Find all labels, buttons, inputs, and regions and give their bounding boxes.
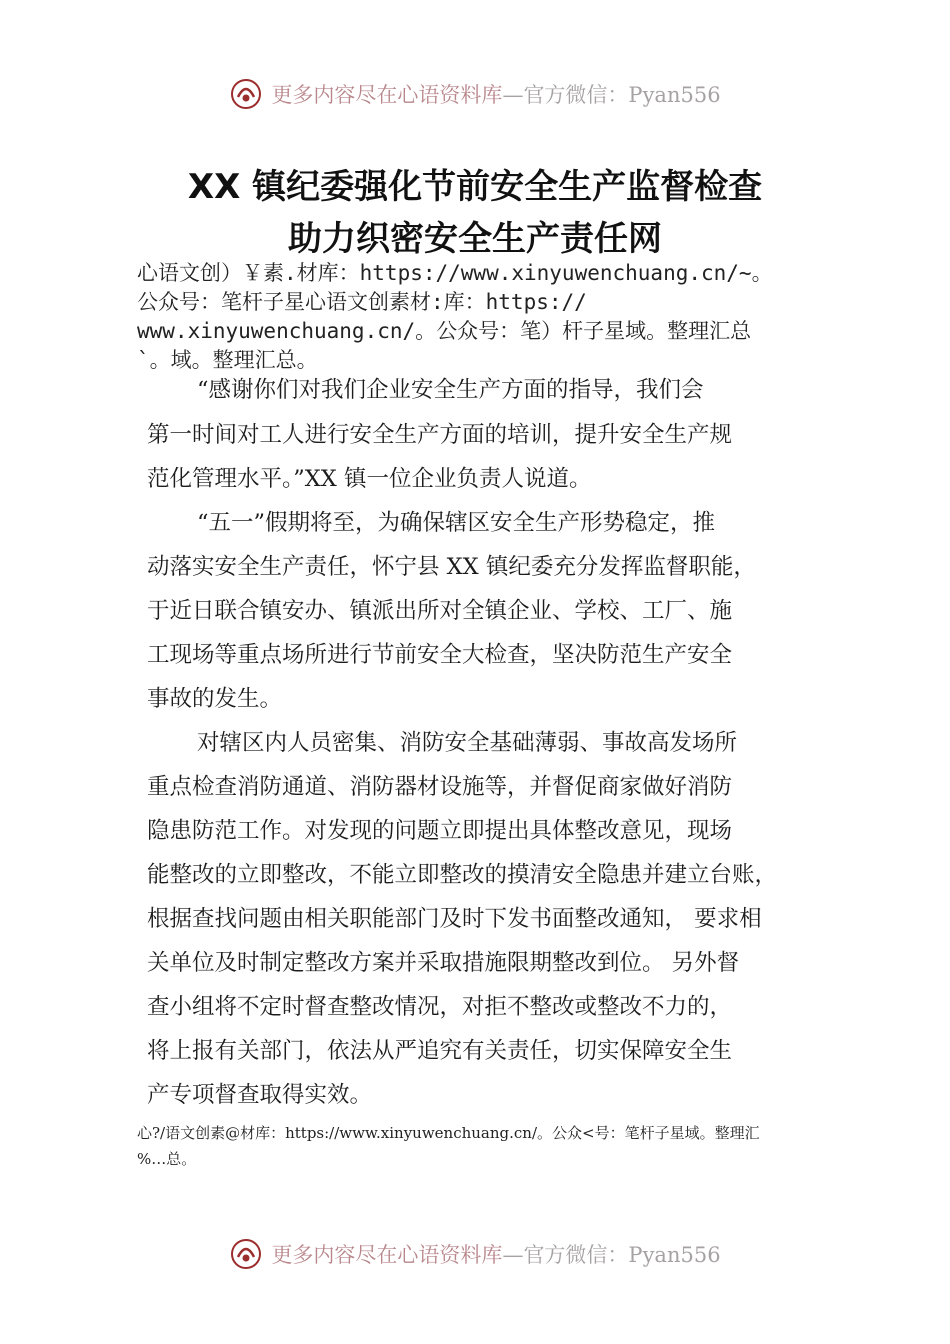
paragraph-line: 对辖区内人员密集、消防安全基础薄弱、事故高发场所 [197,730,738,756]
paragraph-line: 根据查找问题由相关职能部门及时下发书面整改通知， 要求相 [147,906,762,932]
footnote-watermark-line: 心?/语文创素@材库：https://www.xinyuwenchuang.cn/。公众<号：笔杆子星域。整理汇 [137,1124,760,1142]
banner-accent-text: 更多内容尽在心语资料库 [271,83,503,107]
paragraph-line: “五一”假期将至，为确保辖区安全生产形势稳定，推 [197,510,716,536]
document-title-line-1: XX 镇纪委强化节前安全生产监督检查 [187,167,763,207]
paragraph-line: 产专项督查取得实效。 [147,1082,373,1108]
banner-accent-text: 更多内容尽在心语资料库 [271,1243,503,1267]
paragraph-line: “感谢你们对我们企业安全生产方面的指导，我们会 [197,377,704,403]
paragraph-line: 关单位及时制定整改方案并采取措施限期整改到位。 另外督 [147,950,740,976]
document-title-line-2: 助力织密安全生产责任网 [288,219,662,259]
paragraph-line: 动落实安全生产责任，怀宁县 XX 镇纪委充分发挥监督职能， [147,554,756,580]
paragraph-line: 重点检查消防通道、消防器材设施等，并督促商家做好消防 [147,774,733,800]
paragraph-line: 隐患防范工作。对发现的问题立即提出具体整改意见，现场 [147,818,733,844]
paragraph-line: 能整改的立即整改，不能立即整改的摸清安全隐患并建立台账， [147,862,778,888]
watermark-line: 公众号：笔杆子星心语文创素材:库：https:// [137,290,587,314]
banner-wechat-text: —官方微信：Pyan556 [502,1243,721,1267]
paragraph-line: 于近日联合镇安办、镇派出所对全镇企业、学校、工厂、施 [147,598,733,624]
watermark-line: `。域。整理汇总。 [137,348,318,372]
watermark-line: www.xinyuwenchuang.cn/。公众号：笔）杆子星域。整理汇总 [137,319,752,343]
paragraph-line: 第一时间对工人进行安全生产方面的培训，提升安全生产规 [147,422,733,448]
paragraph-line: 将上报有关部门，依法从严追究有关责任，切实保障安全生 [147,1038,733,1064]
paragraph-line: 范化管理水平。”XX 镇一位企业负责人说道。 [147,466,592,492]
banner-wechat-text: —官方微信：Pyan556 [502,83,721,107]
paragraph-line: 工现场等重点场所进行节前安全大检查，坚决防范生产安全 [147,642,733,668]
header-banner [0,72,950,116]
footer-banner [0,1232,950,1276]
paragraph-line: 查小组将不定时督查整改情况，对拒不整改或整改不力的， [147,994,733,1020]
brand-logo-icon [229,1237,263,1271]
watermark-line: 心语文创）￥素.材库：https://www.xinyuwenchuang.cn/~。 [137,261,773,285]
paragraph-line: 事故的发生。 [147,686,283,712]
footnote-watermark-line: %…总。 [137,1150,197,1168]
brand-logo-icon [229,77,263,111]
